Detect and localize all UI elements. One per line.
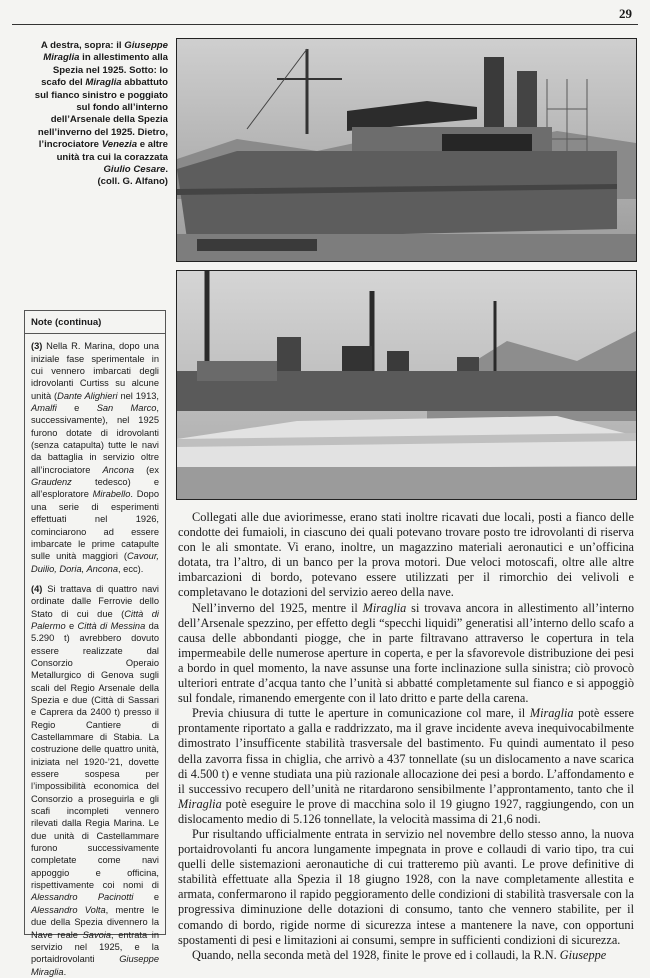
notes-divider bbox=[25, 333, 165, 334]
body-paragraph-5: Quando, nella seconda metà del 1928, finite le prove ed i collaudi, la R.N. Giuseppe bbox=[192, 947, 607, 962]
photo-ship-fitting-out bbox=[176, 38, 637, 262]
photo-caption: A destra, sopra: il Giuseppe Miraglia in allestimento alla Spezia nel 1925. Sotto: lo scafo del Miraglia abbattuto sul fianco sinistro e poggiato sul fondo all’interno dell’Arsenale della Spezia nell’inverno del 1925. Dietro, l’incrociatore Venezia e altre unità tra cui la corazzata Giulio Cesare. (coll. G. Alfano) bbox=[34, 40, 168, 188]
body-paragraph-1: Collegati alle due aviorimesse, erano stati inoltre ricavati due locali, posti a fianco delle condotte dei fumaioli, in ciascuno dei quali potevano trovare posto tre idrovolanti di riserva con le ali smontate. Vi erano, inoltre, un magazzino materiali aeronautici e un’officina dotata, tra l’altro, di un banco per la prova motori. Due veloci motoscafi, oltre alle altre imbarcazioni di bordo, potevano essere utilizzati per il rimorchio dei velivoli e completavano le dotazioni del servizio aereo della nave. bbox=[178, 510, 634, 600]
note-4: (4) Si trattava di quattro navi ordinate dalle Ferrovie dello Stato di cui due (Città di Palermo e Città di Messina da 5.290 t) avrebbero dovuto essere realizzate dal Consorzio Operaio Metallurgico di Genova sugli scali del Regio Arsenale della Spezia e due (Città di Sassari e Caprera da 2400 t) presso il Regio Cantiere di Castellammare di Stabia. La costruzione delle quattro unità, iniziata nel 1920-’21, dovette essere sospesa per l’impossibilità economica del Consorzio a proseguirla e gli scafi incompleti vennero rilevati dalla Regia Marina. Le due unità di Castellammare furono successivamente completate come navi appoggio e officina, rispettivamente coi nomi di Alessandro Pacinotti e Alessandro Volta, mentre le due della Spezia divennero la Nave reale Savoia, entrata in servizio nel 1925, e la portaidrovolanti Giuseppe Miraglia. bbox=[31, 583, 159, 977]
photo-capsized-hull bbox=[176, 270, 637, 500]
notes-sidebar bbox=[24, 310, 166, 977]
header-rule bbox=[12, 24, 638, 25]
body-paragraph-2: Nell’inverno del 1925, mentre il Miraglia si trovava ancora in allestimento all’interno dell’Arsenale spezzino, per effetto degli “specchi liquidi” generatisi all’interno dello scafo a causa delle abbondanti piogge, che in parte filtravano attraverso le copertura in tela impermeabile delle numerose aperture in coperta, e per la sfavorevole distribuzione dei pesi a bordo in quel momento, la nave assunse una forte inclinazione sulla sinistra; ciò provocò ulteriori entrate d’acqua tanto che l’unità si abbatté completamente sul fianco e si appoggiò sul fondale, rimanendo emergente con il lato dritto e parte della carena. bbox=[178, 600, 634, 706]
article-body bbox=[178, 510, 634, 963]
note-3: (3) Nella R. Marina, dopo una iniziale fase sperimentale in cui vennero imbarcati degli idrovolanti Curtiss su alcune unità (Dante Alighieri nel 1913, Amalfi e San Marco, successivamente), nel 1925 furono dotate di idrovolanti (senza catapulta) tutte le navi da battaglia in servizio oltre all’incrociatore Ancona (ex Graudenz tedesco) e all’esploratore Mirabello. Dopo una serie di esperimenti effettuati nel 1926, cominciarono ad essere imbarcate le prime catapulte sulle unità maggiori (Cavour, Duilio, Doria, Ancona, ecc). bbox=[31, 341, 159, 574]
body-paragraph-3: Previa chiusura di tutte le aperture in comunicazione col mare, il Miraglia potè essere prontamente riportato a galla e raddrizzato, ma il grave incidente aveva inequivocabilmente dimostrato l’insufficente stabilità trasversale del bastimento. Fu quindi aumentato il peso della zavorra fissa in chiglia, che arrivò a 437 tonnellate (su un dislocamento a nave scarica di 4.500 t) e venne studiata una più razionale allocazione dei pesi a bordo. L’affondamento e il successivo recupero dell’unità ne ritardarono sensibilmente l’approntamento, tanto che il Miraglia potè eseguire le prove di macchina solo il 19 giugno 1927, raggiungendo, con un dislocamento medio di 5.126 tonnellate, la velocità massima di 21,6 nodi. bbox=[178, 706, 634, 826]
page-number: 29 bbox=[619, 6, 632, 21]
body-paragraph-4: Pur risultando ufficialmente entrata in servizio nel novembre dello stesso anno, la nuova portaidrovolanti fu ancora lungamente impegnata in prove e collaudi di vario tipo, tra cui quelli delle sistemazioni aeronautiche di cui tratteremo più avanti. Le prove definitive di stabilità effettuate alla Spezia il 18 giugno 1928, con la nave completamente allestita e armata, confermarono il rapido peggioramento delle condizioni di stabilità trasversale con la progressiva diminuzione delle dotazioni di consumo, tanto che vennero stabilite, per il comando di bordo, rigide norme di sicurezza intese a mantenere la nave, con opportuni spostamenti di pesi e limitazioni ai consumi, sempre in sufficienti condizioni di sicurezza. bbox=[178, 826, 634, 947]
photo-credit: (coll. G. Alfano) bbox=[97, 176, 168, 188]
notes-title: Note (continua) bbox=[31, 317, 102, 328]
